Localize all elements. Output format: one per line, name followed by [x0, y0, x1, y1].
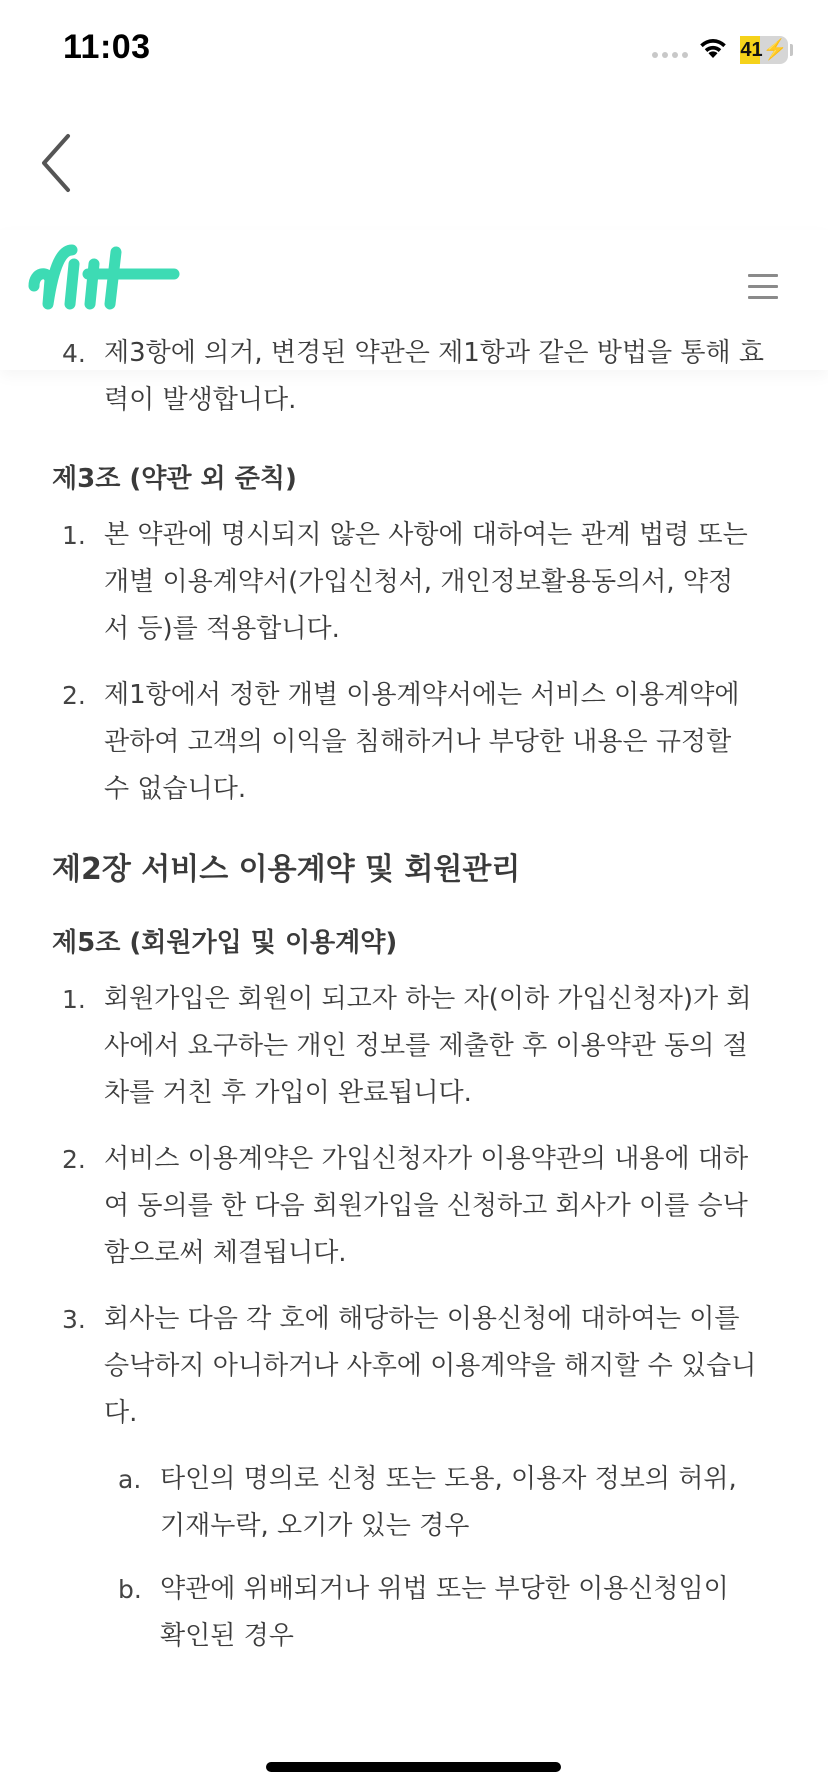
status-bar — [0, 0, 828, 100]
terms-content[interactable] — [0, 338, 828, 1728]
article-3-heading: 제3조 (약관 외 준칙) — [52, 464, 297, 494]
battery-cap — [790, 44, 793, 56]
list-text: 제1항에서 정한 개별 이용계약서에는 서비스 이용계약에 관하여 고객의 이익을 침해하거나 부당한 내용은 규정할 수 없습니다. — [104, 680, 740, 804]
article-5-heading: 제5조 (회원가입 및 이용계약) — [52, 928, 398, 958]
cellular-signal-icon — [652, 52, 688, 58]
battery-icon — [740, 36, 788, 64]
battery-percent: 41 — [740, 39, 763, 61]
list-text: 제3항에 의거, 변경된 약관은 제1항과 같은 방법을 통해 효 력이 발생합니다. — [104, 338, 765, 415]
sub-list-text: 타인의 명의로 신청 또는 도용, 이용자 정보의 허위, 기재누락, 오기가 있는 경우 — [160, 1464, 737, 1541]
list-number: 1. — [62, 985, 86, 1014]
list-text: 서비스 이용계약은 가입신청자가 이용약관의 내용에 대하 여 동의를 한 다음 회원가입을 신청하고 회사가 이를 승낙 함으로써 체결됩니다. — [104, 1144, 749, 1268]
back-button[interactable] — [38, 130, 82, 196]
list-number: 4. — [62, 339, 86, 368]
chapter-2-heading: 제2장 서비스 이용계약 및 회원관리 — [52, 852, 521, 887]
list-text: 회사는 다음 각 호에 해당하는 이용신청에 대하여는 이를 승낙하지 아니하거나 사후에 이용계약을 해지할 수 있습니 다. — [104, 1304, 757, 1428]
sub-list-text: 약관에 위배되거나 위법 또는 부당한 이용신청임이 확인된 경우 — [160, 1574, 729, 1651]
list-number: 2. — [62, 681, 86, 710]
charging-bolt-icon: ⚡ — [762, 39, 788, 61]
list-number: 3. — [62, 1305, 86, 1334]
list-text: 회원가입은 회원이 되고자 하는 자(이하 가입신청자)가 회 사에서 요구하는 개인 정보를 제출한 후 이용약관 동의 절 차를 거친 후 가입이 완료됩니다. — [104, 984, 752, 1108]
hamburger-menu-button[interactable] — [746, 270, 780, 304]
list-number: 1. — [62, 521, 86, 550]
list-text: 본 약관에 명시되지 않은 사항에 대하여는 관계 법령 또는 개별 이용계약서(가입신청서, 개인정보활용동의서, 약정 서 등)를 적용합니다. — [104, 520, 748, 644]
sub-list-letter: b. — [118, 1575, 142, 1604]
list-number: 2. — [62, 1145, 86, 1174]
fiit-logo[interactable] — [28, 244, 178, 314]
wifi-icon — [697, 36, 729, 64]
home-indicator[interactable] — [266, 1762, 561, 1772]
status-time: 11:03 — [63, 28, 151, 66]
chevron-left-icon — [38, 130, 82, 196]
sub-list-letter: a. — [118, 1465, 142, 1494]
